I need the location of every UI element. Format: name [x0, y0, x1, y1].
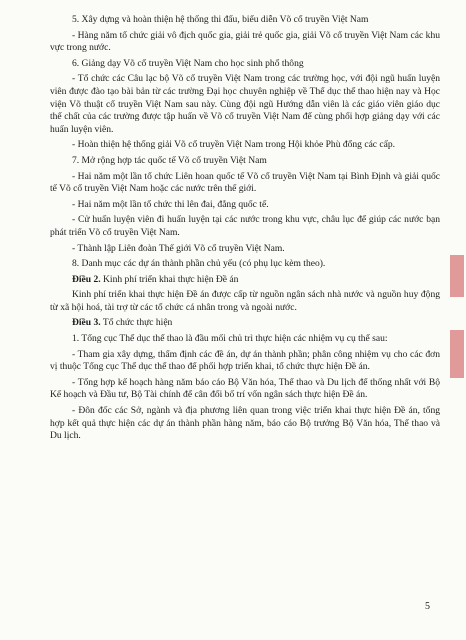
article-number: Điều 2.	[72, 273, 101, 285]
document-body	[50, 14, 440, 446]
paragraph: 5. Xây dựng và hoàn thiện hệ thống thi đấu, biểu diễn Võ cổ truyền Việt Nam	[72, 14, 369, 25]
paragraph: 7. Mở rộng hợp tác quốc tế Võ cổ truyền Việt Nam	[72, 154, 267, 166]
paragraph: - Hàng năm tổ chức giải vô địch quốc gia, giải trẻ quốc gia, giải Võ cổ truyền Việt Nam các khu vực trong nước.	[50, 29, 440, 54]
paragraph: 1. Tổng cục Thể dục thể thao là đầu mối chủ trì thực hiện các nhiệm vụ cụ thể sau:	[72, 333, 388, 345]
paragraph: - Thành lập Liên đoàn Thế giới Võ cổ truyền Việt Nam.	[72, 242, 285, 254]
paragraph: - Hai năm một lần tổ chức Liên hoan quốc tế Võ cổ truyền Việt Nam tại Bình Định và giải quốc tế Võ cổ truyền Việt Nam hoặc các nước trên thế giới.	[50, 170, 440, 195]
seal-stamp-mark	[450, 330, 464, 378]
article-number: Điều 3.	[72, 317, 101, 329]
paragraph: - Tổng hợp kế hoạch hàng năm báo cáo Bộ Văn hóa, Thể thao và Du lịch để thống nhất với Bộ Kế hoạch và Đầu tư, Bộ Tài chính để cân đối bố trí vốn ngân sách thực hiện Đề án.	[50, 376, 440, 401]
paragraph: - Tham gia xây dựng, thẩm định các đề án, dự án thành phần; phân công nhiệm vụ cho các đơn vị thuộc Tổng cục Thể dục thể thao để phối hợp triển khai, tổ chức thực hiện Đề án.	[50, 348, 440, 373]
paragraph: - Đôn đốc các Sở, ngành và địa phương liên quan trong việc triển khai thực hiện Đề án, tổng hợp kết quả thực hiện các dự án thành phần hàng năm, báo cáo Bộ trưởng Bộ Văn hóa, Thể thao và Du lịch.	[50, 405, 440, 442]
paragraph: 6. Giảng dạy Võ cổ truyền Việt Nam cho học sinh phổ thông	[72, 57, 304, 69]
paragraph: Kinh phí triển khai thực hiện Đề án được cấp từ nguồn ngân sách nhà nước và nguồn huy động từ xã hội hoá, tài trợ từ các tổ chức cá nhân trong và ngoài nước.	[50, 289, 440, 313]
paragraph: - Tổ chức các Câu lạc bộ Võ cổ truyền Việt Nam trong các trường học, với đội ngũ huấn luyện viên được đào tạo bài bản từ các trường Đại học chuyên nghiệp về Thể dục thể thao hiện nay và Học viện Võ thuật cổ truyền Việt Nam sau này. Cùng đội ngũ Hướng dẫn viên là các giáo viên giáo dục thể chất của các trường được tập huấn về Võ cổ truyền Việt Nam để cùng phối hợp giảng dạy với các huấn luyện viên.	[50, 73, 440, 135]
article-heading: Điều 2. Kinh phí triển khai thực hiện Đề án	[72, 273, 239, 285]
seal-stamp-mark	[450, 255, 464, 297]
paragraph: 8. Danh mục các dự án thành phần chủ yếu (có phụ lục kèm theo).	[72, 258, 326, 270]
article-heading: Điều 3. Tổ chức thực hiện	[72, 317, 173, 329]
paragraph: - Cử huấn luyện viên đi huấn luyện tại các nước trong khu vực, châu lục để giúp các nước bạn phát triển Võ cổ truyền Việt Nam.	[50, 214, 440, 238]
paragraph: - Hoàn thiện hệ thống giải Võ cổ truyền Việt Nam trong Hội khỏe Phù đổng các cấp.	[72, 139, 396, 151]
page-number: 5	[425, 601, 430, 612]
paragraph: - Hai năm một lần tổ chức thi lên đai, đẳng quốc tế.	[72, 198, 269, 210]
